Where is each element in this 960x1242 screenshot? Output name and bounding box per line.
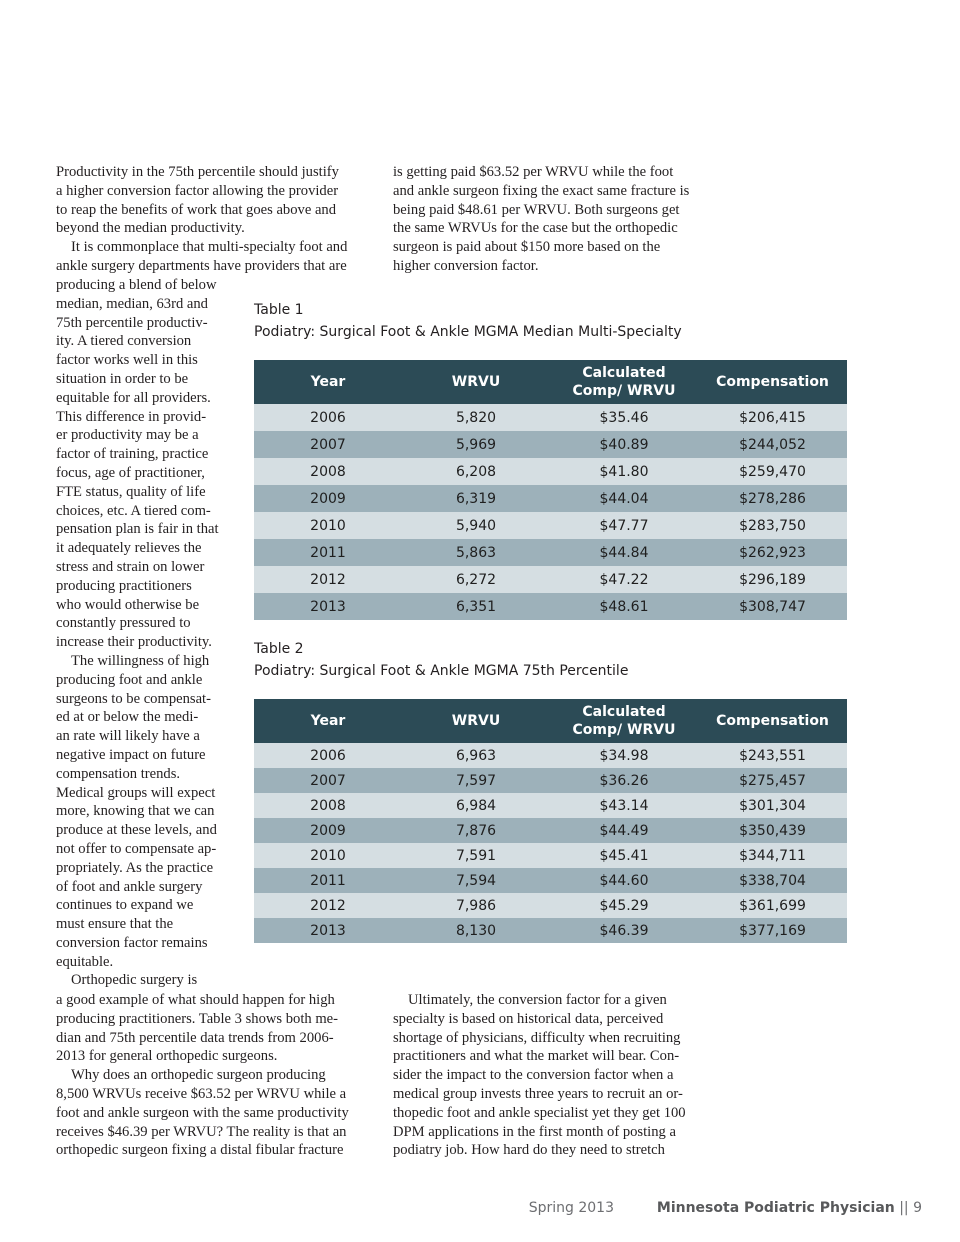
table-row [254,485,847,512]
wrvu-cell: 5,863 [402,539,550,566]
footer-publication: Minnesota Podiatric Physician [656,1200,895,1216]
comp-per-wrvu-cell: $34.98 [550,743,698,768]
wrvu-cell: 7,876 [402,818,550,843]
table-row [254,431,847,458]
text-line: podiatry job. How hard do they need to stretch [393,1142,665,1159]
table-row [254,868,847,893]
text-line: must ensure that the [56,916,174,933]
comp-per-wrvu-cell: $35.46 [550,404,698,431]
comp-per-wrvu-cell: $44.04 [550,485,698,512]
table-row [254,404,847,431]
wrvu-cell: 6,984 [402,793,550,818]
year-cell: 2011 [254,868,402,893]
table-row [254,512,847,539]
text-line: Productivity in the 75th percentile should justify [56,164,339,180]
compensation-cell: $259,470 [698,458,847,485]
text-line: 8,500 WRVUs receive $63.52 per WRVU while a [56,1085,347,1102]
text-line: equitable for all providers. [56,389,211,406]
table2-title: Podiatry: Surgical Foot & Ankle MGMA 75th Percentile [254,663,629,679]
wrvu-cell: 6,351 [402,593,550,620]
year-cell: 2008 [254,793,402,818]
text-line: not offer to compensate ap- [56,840,217,857]
text-line: stress and strain on lower [56,558,205,575]
table2-caption [254,638,628,682]
text-line: receives $46.39 per WRVU? The reality is that an [56,1123,347,1140]
text-line: ed at or below the medi- [56,709,199,726]
col-right-top [393,163,689,276]
wrvu-cell: 7,591 [402,843,550,868]
year-cell: 2013 [254,918,402,943]
wrvu-cell: 6,319 [402,485,550,512]
text-line: conversion factor remains [56,934,208,951]
text-line: 2013 for general orthopedic surgeons. [56,1048,278,1065]
compensation-cell: $278,286 [698,485,847,512]
compensation-cell: $301,304 [698,793,847,818]
comp-per-wrvu-cell: $43.14 [550,793,698,818]
text-line: factor works well in this [56,352,198,369]
text-line: more, knowing that we can [56,803,215,820]
table2-header-compensation: Compensation [698,699,847,743]
year-cell: 2009 [254,818,402,843]
year-cell: 2007 [254,431,402,458]
text-line: orthopedic surgeon fixing a distal fibular fracture [56,1142,344,1159]
text-line: produce at these levels, and [56,822,217,839]
table-row [254,893,847,918]
comp-per-wrvu-cell: $44.49 [550,818,698,843]
compensation-cell: $244,052 [698,431,847,458]
page-footer [529,1200,922,1216]
wrvu-cell: 5,969 [402,431,550,458]
text-line: producing foot and ankle [56,671,203,688]
year-cell: 2007 [254,768,402,793]
footer-issue: Spring 2013 [528,1200,614,1216]
text-line: This difference in provid- [56,408,207,425]
text-line: the same WRVUs for the case but the orthopedic [393,220,678,237]
text-line: shortage of physicians, difficulty when recruiting [393,1029,681,1046]
text-line: Medical groups will expect [56,784,216,801]
compensation-cell: $338,704 [698,868,847,893]
table2-header-comp-per-wrvu: Calculated Comp/ WRVU [550,699,698,743]
text-line: a higher conversion factor allowing the provider [56,182,339,199]
year-cell: 2011 [254,539,402,566]
wrvu-cell: 6,272 [402,566,550,593]
table-row [254,818,847,843]
text-line: being paid $48.61 per WRVU. Both surgeons get [393,201,680,218]
text-line: compensation trends. [56,765,181,782]
table-row [254,593,847,620]
table-row [254,918,847,943]
comp-per-wrvu-cell: $41.80 [550,458,698,485]
compensation-cell: $344,711 [698,843,847,868]
text-line: a good example of what should happen for high [56,992,335,1008]
table2-header-wrvu: WRVU [402,699,550,743]
comp-per-wrvu-cell: $48.61 [550,593,698,620]
comp-per-wrvu-cell: $46.39 [550,918,698,943]
year-cell: 2009 [254,485,402,512]
text-line: is getting paid $63.52 per WRVU while the foot [393,164,674,180]
text-line: of foot and ankle surgery [56,878,203,895]
text-line: It is commonplace that multi-specialty foot and [71,239,348,256]
comp-per-wrvu-cell: $47.77 [550,512,698,539]
compensation-cell: $262,923 [698,539,847,566]
year-cell: 2008 [254,458,402,485]
wrvu-cell: 7,986 [402,893,550,918]
table2-header-row [254,699,847,743]
comp-per-wrvu-cell: $44.84 [550,539,698,566]
text-line: surgeons to be compensat- [56,690,211,707]
year-cell: 2012 [254,566,402,593]
year-cell: 2012 [254,893,402,918]
text-line: median, median, 63rd and [56,295,208,312]
text-line: increase their productivity. [56,634,212,651]
text-line: dian and 75th percentile data trends from 2006- [56,1029,334,1046]
table2-header-year: Year [254,699,402,743]
text-line: ity. A tiered conversion [56,333,192,350]
text-line: higher conversion factor. [393,257,539,274]
text-line: surgeon is paid about $150 more based on the [393,239,661,256]
text-line: focus, age of practitioner, [56,464,205,481]
comp-per-wrvu-cell: $45.41 [550,843,698,868]
text-line: ankle surgery departments have providers that are [56,257,347,274]
wrvu-cell: 7,597 [402,768,550,793]
wrvu-cell: 6,963 [402,743,550,768]
text-line: The willingness of high [71,652,210,669]
table1-title: Podiatry: Surgical Foot & Ankle MGMA Median Multi-Specialty [254,324,682,340]
text-line: thopedic foot and ankle specialist yet they get 100 [393,1104,686,1121]
year-cell: 2006 [254,404,402,431]
wrvu-cell: 5,940 [402,512,550,539]
col-left-narrow [56,276,219,990]
wrvu-cell: 8,130 [402,918,550,943]
compensation-cell: $206,415 [698,404,847,431]
col-left-top [56,163,347,276]
text-line: and ankle surgeon fixing the exact same fracture is [393,182,690,199]
text-line: an rate will likely have a [56,728,200,745]
text-line: producing practitioners [56,577,192,594]
table-row [254,539,847,566]
text-line: it adequately relieves the [56,540,202,557]
wrvu-cell: 6,208 [402,458,550,485]
col-left-bottom [56,991,349,1160]
text-line: equitable. [56,953,114,970]
compensation-cell: $377,169 [698,918,847,943]
table1-label: Table 1 [254,302,304,318]
text-line: Orthopedic surgery is [71,972,198,989]
table-row [254,566,847,593]
comp-per-wrvu-cell: $45.29 [550,893,698,918]
text-line: Why does an orthopedic surgeon producing [71,1067,326,1084]
text-line: continues to expand we [56,897,194,914]
table1-header-wrvu: WRVU [402,360,550,404]
text-line: beyond the median productivity. [56,220,245,237]
table-row [254,793,847,818]
table1-header-comp-per-wrvu: Calculated Comp/ WRVU [550,360,698,404]
comp-per-wrvu-cell: $44.60 [550,868,698,893]
text-line: negative impact on future [56,746,206,763]
compensation-cell: $350,439 [698,818,847,843]
footer-separator: || [899,1200,909,1216]
table-row [254,768,847,793]
text-line: 75th percentile productiv- [56,314,208,331]
compensation-cell: $283,750 [698,512,847,539]
table-row [254,743,847,768]
table2 [254,699,847,943]
year-cell: 2010 [254,512,402,539]
text-line: sider the impact to the conversion factor when a [393,1067,674,1084]
text-line: practitioners and what the market will bear. Con- [393,1048,680,1065]
year-cell: 2006 [254,743,402,768]
text-line: factor of training, practice [56,446,209,463]
table1 [254,360,847,620]
text-line: specialty is based on historical data, perceived [393,1010,664,1027]
table-row [254,458,847,485]
compensation-cell: $243,551 [698,743,847,768]
compensation-cell: $296,189 [698,566,847,593]
compensation-cell: $361,699 [698,893,847,918]
table1-header-year: Year [254,360,402,404]
table1-caption [254,299,682,343]
text-line: who would otherwise be [56,596,200,613]
text-line: er productivity may be a [56,427,199,444]
text-line: medical group invests three years to recruit an or- [393,1085,683,1102]
footer-page-number: 9 [913,1200,922,1216]
text-line: constantly pressured to [56,615,191,632]
text-line: to reap the benefits of work that goes above and [56,201,337,218]
compensation-cell: $308,747 [698,593,847,620]
wrvu-cell: 5,820 [402,404,550,431]
comp-per-wrvu-cell: $36.26 [550,768,698,793]
text-line: situation in order to be [56,370,189,387]
comp-per-wrvu-cell: $40.89 [550,431,698,458]
text-line: DPM applications in the first month of posting a [393,1123,676,1140]
table2-label: Table 2 [254,641,304,657]
year-cell: 2010 [254,843,402,868]
text-line: pensation plan is fair in that [56,521,219,538]
wrvu-cell: 7,594 [402,868,550,893]
col-right-bottom [393,991,686,1160]
compensation-cell: $275,457 [698,768,847,793]
text-line: Ultimately, the conversion factor for a given [408,992,667,1008]
table-row [254,843,847,868]
text-line: choices, etc. A tiered com- [56,502,211,519]
table1-header-compensation: Compensation [698,360,847,404]
text-line: foot and ankle surgeon with the same productivity [56,1104,349,1121]
text-line: FTE status, quality of life [56,483,206,500]
text-line: propriately. As the practice [56,859,214,876]
comp-per-wrvu-cell: $47.22 [550,566,698,593]
year-cell: 2013 [254,593,402,620]
text-line: producing practitioners. Table 3 shows both me- [56,1010,339,1027]
table1-header-row [254,360,847,404]
text-line: producing a blend of below [56,277,217,293]
